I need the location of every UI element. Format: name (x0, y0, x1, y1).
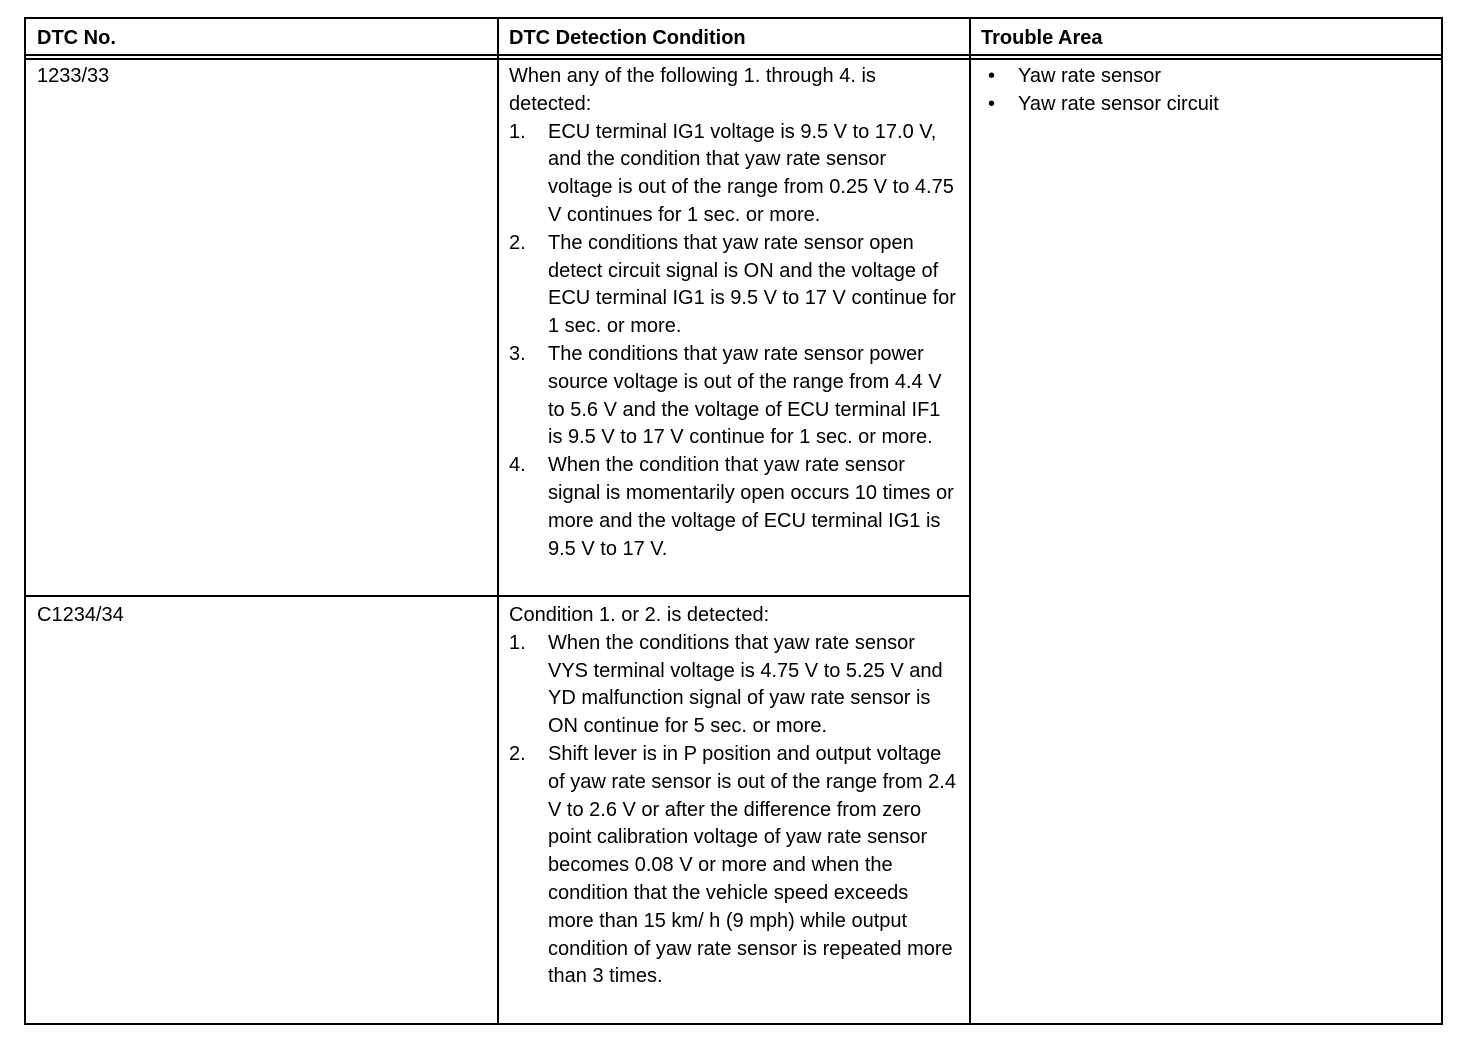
trouble-area (981, 63, 1219, 119)
dtc-table (24, 17, 1443, 1025)
header-detection-condition: DTC Detection Condition (509, 27, 746, 49)
item-text: Yaw rate sensor circuit (1018, 92, 1219, 115)
condition-intro: When any of the following 1. through 4. is detected: (509, 65, 876, 115)
item-number: 2. (509, 231, 526, 254)
condition-list (509, 119, 959, 564)
condition-list (509, 630, 959, 991)
trouble-area-item (981, 63, 1219, 91)
item-number: 1. (509, 120, 526, 143)
condition-item (509, 452, 956, 563)
item-text: Yaw rate sensor (1018, 65, 1162, 87)
condition-intro: Condition 1. or 2. is detected: (509, 604, 770, 626)
column-divider (497, 19, 499, 1023)
item-text: ECU terminal IG1 voltage is 9.5 V to 17.0 V, and the condition that yaw rate sensor voltage is out of the range from 0.25 V to 4.75 V continues for 1 sec. or more. (548, 120, 954, 226)
condition-item (509, 119, 956, 230)
header-divider (26, 58, 1441, 60)
row-divider (26, 595, 971, 597)
condition-item (509, 741, 956, 991)
condition-item (509, 230, 956, 341)
bullet-icon: • (988, 92, 996, 115)
condition-item (509, 630, 956, 741)
item-number: 3. (509, 342, 526, 365)
dtc-code: C1234/34 (37, 604, 124, 626)
detection-condition (509, 602, 959, 991)
header-divider (26, 54, 1441, 56)
item-text: The conditions that yaw rate sensor power source voltage is out of the range from 4.4 V to 5.6 V and the voltage of ECU terminal IF1 is 9.5 V to 17 V continue for 1 sec. or more. (548, 342, 942, 449)
item-number: 1. (509, 631, 526, 654)
item-text: When the conditions that yaw rate sensor VYS terminal voltage is 4.75 V to 5.25 V and YD malfunction signal of yaw rate sensor is ON continue for 5 sec. or more. (548, 631, 943, 738)
item-text: The conditions that yaw rate sensor open detect circuit signal is ON and the voltage of ECU terminal IG1 is 9.5 V to 17 V continue for 1 sec. or more. (548, 231, 956, 338)
item-text: When the condition that yaw rate sensor signal is momentarily open occurs 10 times or more and the voltage of ECU terminal IG1 is 9.5 V to 17 V. (548, 454, 954, 560)
trouble-area-list (981, 63, 1219, 119)
column-divider (969, 19, 971, 1023)
condition-item (509, 341, 956, 452)
header-trouble-area: Trouble Area (981, 27, 1103, 49)
item-text: Shift lever is in P position and output voltage of yaw rate sensor is out of the range from 2.4 V to 2.6 V or after the difference from zero point calibration voltage of yaw rate sensor becomes 0.08 V or more and when the condition that the vehicle speed exceeds more than 15 km/ h (9 mph) while output condition of yaw rate sensor is repeated more than 3 times. (548, 742, 956, 988)
bullet-icon: • (988, 65, 996, 87)
item-number: 2. (509, 742, 526, 765)
header-dtc-no: DTC No. (37, 27, 116, 49)
dtc-code: 1233/33 (37, 65, 110, 87)
trouble-area-item (981, 91, 1219, 119)
detection-condition (509, 63, 959, 563)
item-number: 4. (509, 454, 526, 477)
